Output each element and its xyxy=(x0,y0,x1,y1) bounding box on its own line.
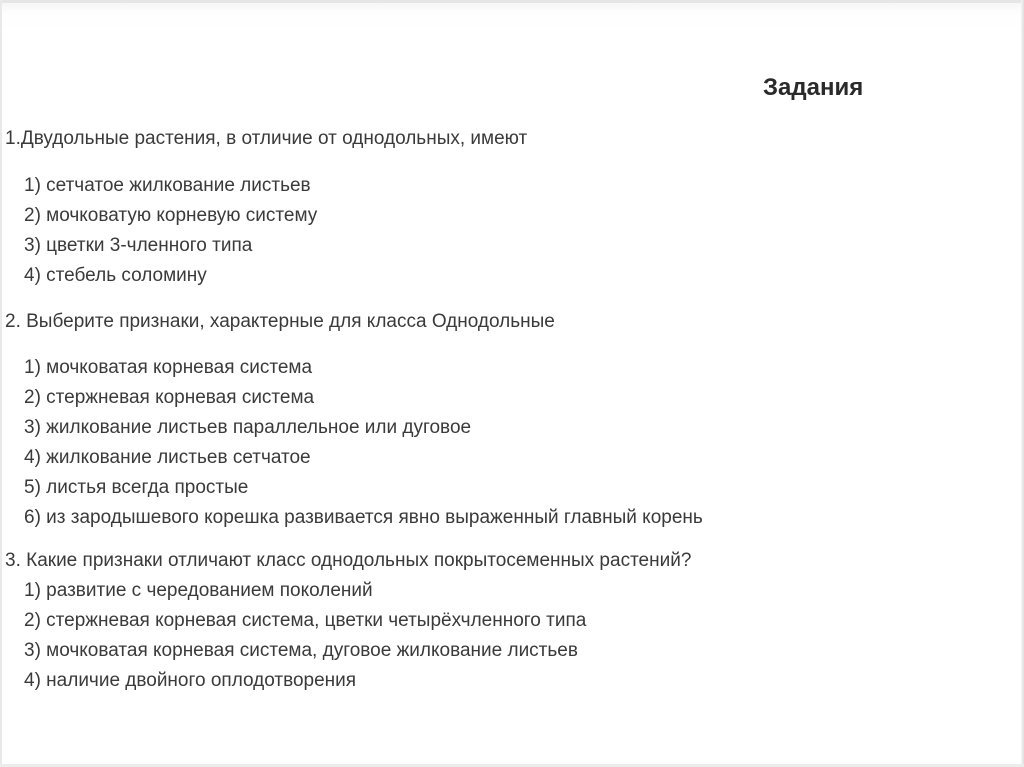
question-2-option-2: 2) стержневая корневая система xyxy=(24,387,315,408)
question-1-option-1: 1) сетчатое жилкование листьев xyxy=(24,175,311,196)
question-1-text: 1.Двудольные растения, в отличие от однодольных, имеют xyxy=(5,128,528,149)
question-2-option-5: 5) листья всегда простые xyxy=(24,477,249,498)
page-edge-left xyxy=(0,0,2,767)
question-3-option-1: 1) развитие с чередованием поколений xyxy=(24,580,373,601)
question-1-option-2: 2) мочковатую корневую систему xyxy=(24,205,318,226)
question-1-options xyxy=(24,171,317,291)
question-2-option-4: 4) жилкование листьев сетчатое xyxy=(24,447,311,468)
question-3-text: 3. Какие признаки отличают класс однодольных покрытосеменных растений? xyxy=(5,550,692,571)
question-3-option-3: 3) мочковатая корневая система, дуговое жилкование листьев xyxy=(24,640,578,661)
page-edge-top xyxy=(0,0,1024,3)
question-2-option-3: 3) жилкование листьев параллельное или дуговое xyxy=(24,417,472,438)
question-2-text: 2. Выберите признаки, характерные для класса Однодольные xyxy=(5,311,555,332)
question-1-option-3: 3) цветки 3-членного типа xyxy=(24,235,253,256)
question-1-option-4: 4) стебель соломину xyxy=(24,265,207,286)
question-3-option-2: 2) стержневая корневая система, цветки четырёхчленного типа xyxy=(24,610,587,631)
question-3-options xyxy=(24,576,586,696)
question-2-option-6: 6) из зародышевого корешка развивается явно выраженный главный корень xyxy=(24,507,703,528)
question-2-options xyxy=(24,353,703,533)
question-2-option-1: 1) мочковатая корневая система xyxy=(24,357,313,378)
question-3-option-4: 4) наличие двойного оплодотворения xyxy=(24,670,357,691)
page-title: Задания xyxy=(763,74,864,101)
